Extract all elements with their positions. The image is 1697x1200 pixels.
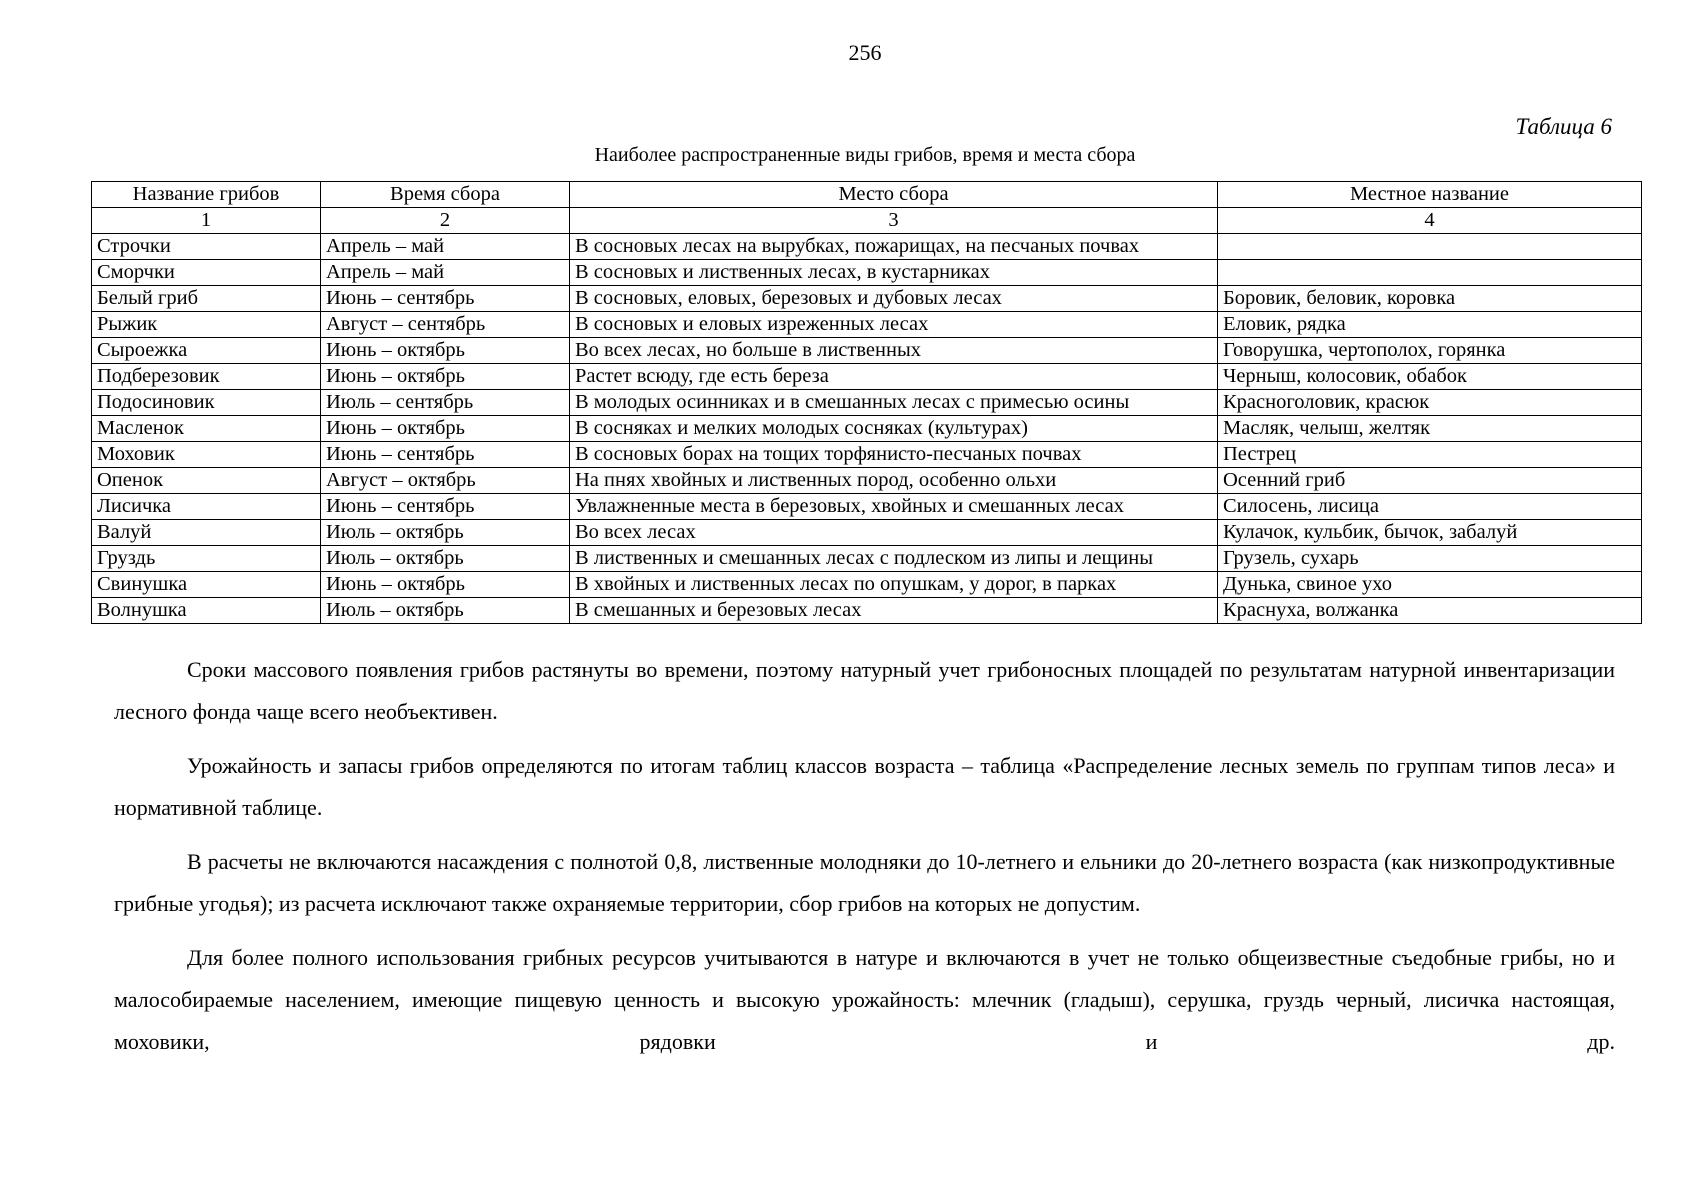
header-collection-place: Место сбора <box>570 182 1218 208</box>
cell-collection-place: Растет всюду, где есть береза <box>570 364 1218 390</box>
table-title: Наиболее распространенные виды грибов, время и места сбора <box>594 144 1136 166</box>
paragraph: Сроки массового появления грибов растянуты во времени, поэтому натурный учет грибоносных площадей по результатам натурной инвентаризации лесного фонда чаще всего необъективен. <box>114 657 1615 724</box>
header-collection-time: Время сбора <box>321 182 570 208</box>
cell-mushroom-name: Моховик <box>92 442 321 468</box>
header-local-name: Местное название <box>1218 182 1642 208</box>
cell-mushroom-name: Волнушка <box>92 598 321 624</box>
cell-collection-time: Июнь – сентябрь <box>321 286 570 312</box>
cell-local-name: Боровик, беловик, коровка <box>1218 286 1642 312</box>
cell-collection-place: В сосновых лесах на вырубках, пожарищах, на песчаных почвах <box>570 234 1218 260</box>
cell-local-name: Осенний гриб <box>1218 468 1642 494</box>
cell-collection-time: Июль – октябрь <box>321 598 570 624</box>
cell-collection-time: Июнь – сентябрь <box>321 494 570 520</box>
cell-collection-time: Июнь – октябрь <box>321 364 570 390</box>
cell-collection-place: На пнях хвойных и лиственных пород, особенно ольхи <box>570 468 1218 494</box>
table-row <box>92 468 1642 494</box>
table-row <box>92 286 1642 312</box>
table-body <box>92 234 1642 624</box>
cell-mushroom-name: Строчки <box>92 234 321 260</box>
table-row <box>92 572 1642 598</box>
cell-collection-time: Август – октябрь <box>321 468 570 494</box>
cell-mushroom-name: Лисичка <box>92 494 321 520</box>
body-text <box>114 649 1615 1075</box>
cell-collection-place: В лиственных и смешанных лесах с подлеском из липы и лещины <box>570 546 1218 572</box>
cell-collection-place: В хвойных и лиственных лесах по опушкам, у дорог, в парках <box>570 572 1218 598</box>
cell-collection-time: Август – сентябрь <box>321 312 570 338</box>
cell-local-name: Черныш, колосовик, обабок <box>1218 364 1642 390</box>
table-row <box>92 390 1642 416</box>
cell-local-name <box>1218 234 1642 260</box>
cell-mushroom-name: Сморчки <box>92 260 321 286</box>
mushroom-table <box>91 181 1642 624</box>
cell-mushroom-name: Груздь <box>92 546 321 572</box>
cell-mushroom-name: Подберезовик <box>92 364 321 390</box>
cell-collection-place: В смешанных и березовых лесах <box>570 598 1218 624</box>
table-row <box>92 520 1642 546</box>
column-number: 2 <box>321 208 570 234</box>
table-row <box>92 260 1642 286</box>
cell-collection-place: В молодых осинниках и в смешанных лесах с примесью осины <box>570 390 1218 416</box>
cell-collection-time: Апрель – май <box>321 234 570 260</box>
cell-mushroom-name: Масленок <box>92 416 321 442</box>
cell-collection-place: Увлажненные места в березовых, хвойных и смешанных лесах <box>570 494 1218 520</box>
table-row <box>92 234 1642 260</box>
cell-mushroom-name: Рыжик <box>92 312 321 338</box>
cell-collection-place: В сосновых, еловых, березовых и дубовых лесах <box>570 286 1218 312</box>
cell-collection-time: Июнь – октябрь <box>321 338 570 364</box>
page-number: 256 <box>848 40 882 65</box>
cell-collection-place: В сосновых и еловых изреженных лесах <box>570 312 1218 338</box>
cell-mushroom-name: Белый гриб <box>92 286 321 312</box>
cell-mushroom-name: Опенок <box>92 468 321 494</box>
column-number: 1 <box>92 208 321 234</box>
column-number: 4 <box>1218 208 1642 234</box>
column-number-row <box>92 208 1642 234</box>
paragraph: Урожайность и запасы грибов определяются по итогам таблиц классов возраста – таблица «Распределение лесных земель по группам типов леса» и нормативной таблице. <box>114 753 1615 820</box>
cell-collection-time: Июнь – октябрь <box>321 572 570 598</box>
cell-local-name: Дунька, свиное ухо <box>1218 572 1642 598</box>
cell-mushroom-name: Валуй <box>92 520 321 546</box>
table-row <box>92 442 1642 468</box>
table-label: Таблица 6 <box>1515 114 1612 139</box>
table-row <box>92 494 1642 520</box>
cell-mushroom-name: Сыроежка <box>92 338 321 364</box>
cell-local-name: Говорушка, чертополох, горянка <box>1218 338 1642 364</box>
cell-local-name: Еловик, рядка <box>1218 312 1642 338</box>
cell-local-name: Пестрец <box>1218 442 1642 468</box>
table-row <box>92 338 1642 364</box>
cell-local-name: Масляк, челыш, желтяк <box>1218 416 1642 442</box>
cell-local-name: Краснуха, волжанка <box>1218 598 1642 624</box>
cell-collection-time: Июль – октябрь <box>321 520 570 546</box>
table-header-row <box>92 182 1642 208</box>
cell-collection-place: В сосняках и мелких молодых сосняках (культурах) <box>570 416 1218 442</box>
header-mushroom-name: Название грибов <box>92 182 321 208</box>
table-row <box>92 416 1642 442</box>
cell-mushroom-name: Подосиновик <box>92 390 321 416</box>
cell-local-name: Грузель, сухарь <box>1218 546 1642 572</box>
cell-local-name: Силосень, лисица <box>1218 494 1642 520</box>
cell-collection-time: Апрель – май <box>321 260 570 286</box>
paragraph: Для более полного использования грибных ресурсов учитываются в натуре и включаются в учет не только общеизвестные съедобные грибы, но и малособираемые населением, имеющие пищевую ценность и высокую урожайность: млечник (гладыш), серушка, груздь черный, лисичка настоящая, моховики, рядовки и др. <box>114 945 1615 1054</box>
table-row <box>92 546 1642 572</box>
cell-collection-time: Июнь – октябрь <box>321 416 570 442</box>
cell-local-name: Кулачок, кульбик, бычок, забалуй <box>1218 520 1642 546</box>
cell-collection-time: Июль – сентябрь <box>321 390 570 416</box>
cell-mushroom-name: Свинушка <box>92 572 321 598</box>
table-row <box>92 364 1642 390</box>
cell-collection-place: Во всех лесах <box>570 520 1218 546</box>
cell-collection-place: В сосновых и лиственных лесах, в кустарниках <box>570 260 1218 286</box>
cell-collection-time: Июль – октябрь <box>321 546 570 572</box>
table-row <box>92 312 1642 338</box>
cell-local-name: Красноголовик, красюк <box>1218 390 1642 416</box>
cell-local-name <box>1218 260 1642 286</box>
paragraph: В расчеты не включаются насаждения с полнотой 0,8, лиственные молодняки до 10-летнего и ельники до 20-летнего возраста (как низкопродуктивные грибные угодья); из расчета исключают также охраняемые территории, сбор грибов на которых не допустим. <box>114 849 1615 916</box>
cell-collection-time: Июнь – сентябрь <box>321 442 570 468</box>
table-row <box>92 598 1642 624</box>
column-number: 3 <box>570 208 1218 234</box>
cell-collection-place: В сосновых борах на тощих торфянисто-песчаных почвах <box>570 442 1218 468</box>
cell-collection-place: Во всех лесах, но больше в лиственных <box>570 338 1218 364</box>
